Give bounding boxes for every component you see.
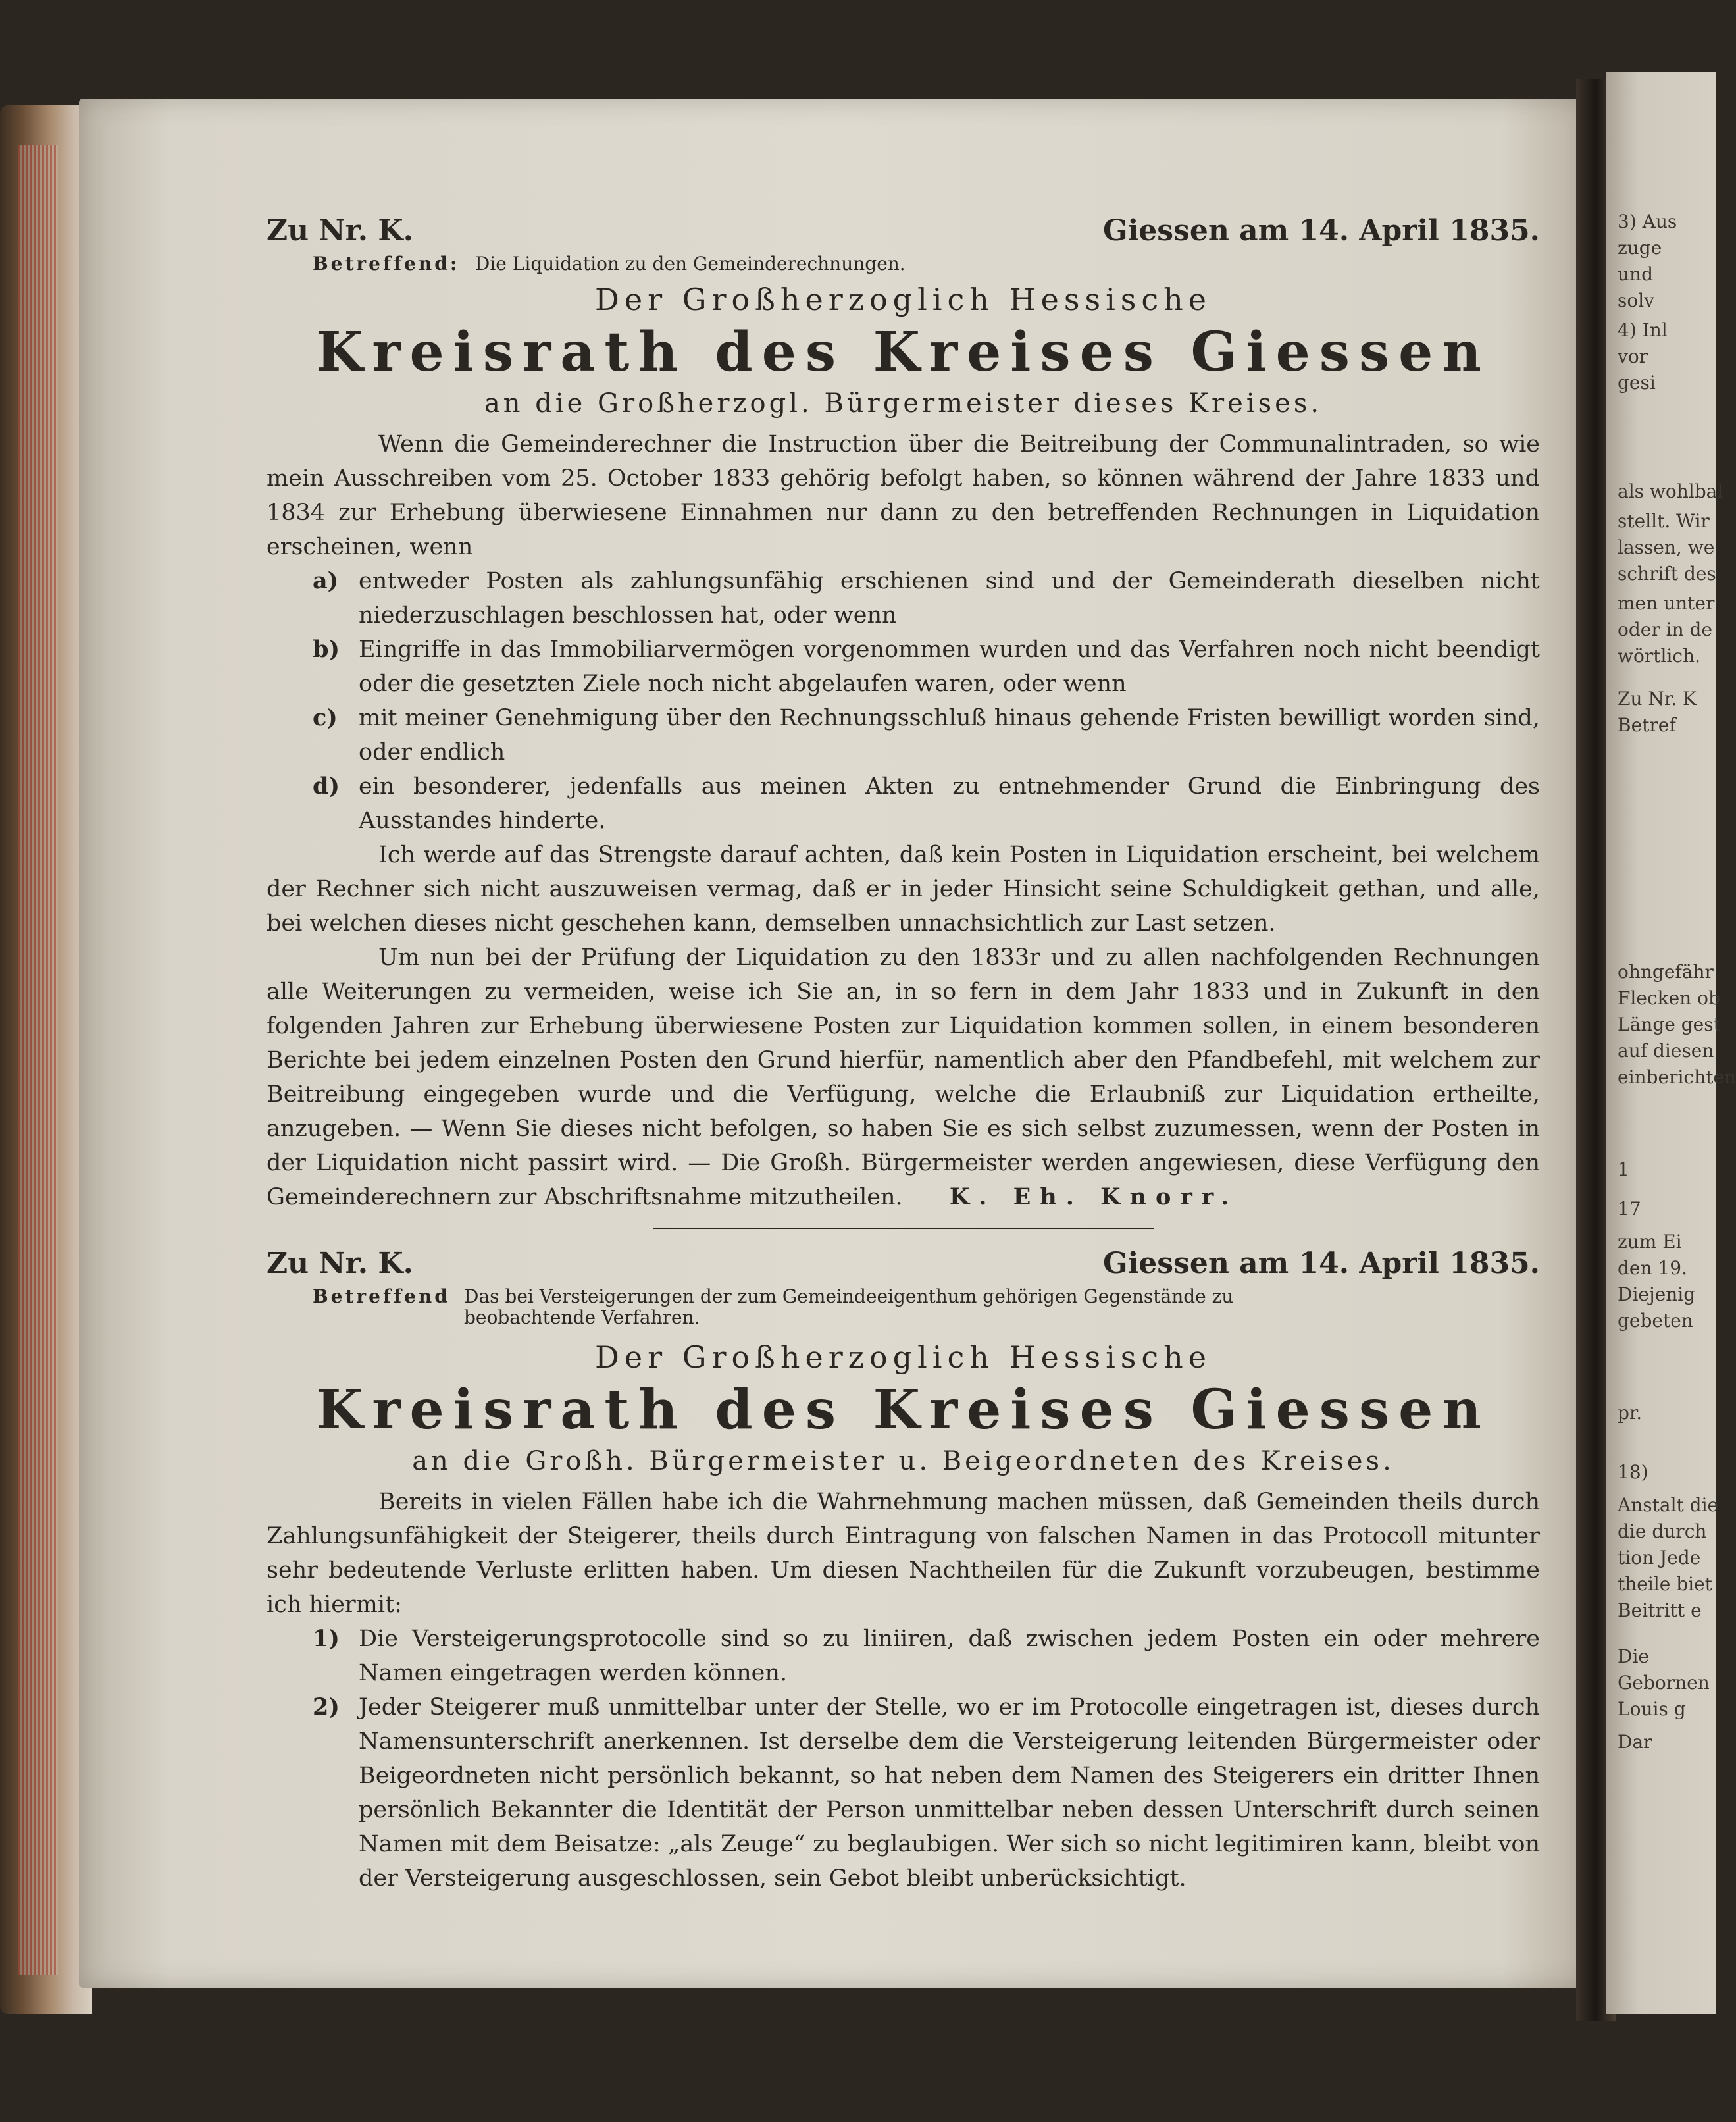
next-page-text: Louis g [1618,1698,1686,1720]
list-marker: 2) [313,1694,340,1721]
next-page-text: Dar [1618,1731,1652,1753]
next-page-text: Länge gest [1618,1014,1721,1035]
next-page-text: 4) Inl [1618,319,1668,341]
list-text: ein besonderer, jedenfalls aus meinen Akten zu entnehmender Grund die Einbringung des Ausstandes hinderte. [359,773,1540,834]
list-text: Eingriffe in das Immobiliarvermögen vorgenommen wurden und das Verfahren noch nicht beendigt oder die gesetzten Ziele noch nicht abgelaufen waren, oder wenn [359,636,1540,697]
next-page-text: Betref [1618,714,1676,736]
next-page-text: schrift des [1618,563,1716,584]
issuer-title: Der Großherzoglich Hessische [595,282,1212,317]
next-page-text: stellt. Wir [1618,510,1710,532]
issuer-title: Der Großherzoglich Hessische [595,1339,1212,1375]
next-page-text: solv [1618,290,1654,311]
next-page-text: einberichten [1618,1066,1736,1088]
next-page-text: vor [1618,346,1648,367]
next-page-text: lassen, we [1618,536,1715,558]
addressee: an die Großherzogl. Bürgermeister dieses Kreises. [484,388,1323,419]
next-page-text: die durch [1618,1520,1707,1542]
subject-label: Betreffend [313,1285,450,1307]
section-header [267,1247,1540,1283]
list-text: entweder Posten als zahlungsunfähig erschienen sind und der Gemeinderath dieselben nicht niederzuschlagen beschlossen hat, oder wenn [359,568,1540,629]
issuer-name: Kreisrath des Kreises Giessen [316,321,1491,384]
subject-line [313,251,1540,280]
next-page-text: zuge [1618,237,1662,259]
next-page-text: und [1618,263,1653,285]
list-text: Die Versteigerungsprotocolle sind so zu liniiren, daß zwischen jedem Posten ein oder mehrere Namen eingetragen werden können. [359,1626,1540,1686]
next-page-text: Flecken ob [1618,987,1720,1009]
list-text: mit meiner Genehmigung über den Rechnungsschluß hinaus gehende Fristen bewilligt worden sind, oder endlich [359,705,1540,765]
list-marker: c) [313,704,338,731]
list-marker: 1) [313,1625,340,1652]
next-page-text: Beitritt e [1618,1599,1702,1621]
section-divider [653,1228,1154,1229]
body-paragraph: Ich werde auf das Strengste darauf achten, daß kein Posten in Liquidation erscheint, bei welchem der Rechner sich nicht auszuweisen vermag, daß er in jeder Hinsicht seine Schuldigkeit gethan, und alle, bei welchen dieses nicht geschehen kann, demselben unnachsichtlich zur Last setzen. [267,842,1540,937]
next-page-text: 18) [1618,1461,1648,1483]
next-page-text: ohngefähr [1618,961,1714,983]
body-text: Um nun bei der Prüfung der Liquidation zu den 1833r und zu allen nachfolgenden Rechnungen alle Weiterungen zu vermeiden, weise ich Sie an, in so fern in dem Jahr 1833 und in Zukunft in den folgenden Jahren zur Erhebung überwiesene Posten zur Liquidation kommen sollen, in einem besonderen Berichte bei jedem einzelnen Posten den Grund hierfür, namentlich aber den Pfandbefehl, mit welchem zur Beitreibung eingegeben wurde und die Verfügung, welche die Erlaubniß zur Liquidation ertheilte, anzugeben. — Wenn Sie dieses nicht befolgen, so haben Sie es sich selbst zuzumessen, wenn der Posten in der Liquidation nicht passirt wird. — Die Großh. Bürgermeister werden angewiesen, diese Verfügung den Gemeinderechnern zur Abschriftsnahme mitzutheilen. [267,945,1540,1210]
page-edge [0,105,92,2014]
subject-line [313,1286,1540,1337]
intro-paragraph: Wenn die Gemeinderechner die Instruction über die Beitreibung der Communalintraden, so wie mein Ausschreiben vom 25. October 1833 gehörig befolgt haben, so können während der Jahre 1833 und 1834 zur Erhebung überwiesene Einnahmen nur dann zu den betreffenden Rechnungen in Liquidation erscheinen, wenn [267,431,1540,560]
intro-paragraph: Bereits in vielen Fällen habe ich die Wahrnehmung machen müssen, daß Gemeinden theils durch Zahlungsunfähigkeit der Steigerer, theils durch Eintragung von falschen Namen in das Protocoll mitunter sehr bedeutende Verluste erlitten haben. Um diesen Nachtheilen für die Zukunft vorzubeugen, bestimme ich hiermit: [267,1489,1540,1618]
next-page-text: Diejenig [1618,1283,1696,1305]
list-item [267,633,1540,701]
next-page-text: als wohlbal [1618,480,1723,502]
reference-number: Zu Nr. K. [267,214,413,247]
next-page-text: Anstalt die [1618,1494,1719,1516]
list-marker: b) [313,636,340,663]
place-date: Giessen am 14. April 1835. [1103,1247,1540,1280]
next-page-text: gesi [1618,372,1656,394]
list-item [267,701,1540,769]
next-page-text: 17 [1618,1198,1641,1220]
section-header [267,214,1540,251]
section-auctions [267,1247,1540,1896]
list-item [267,1622,1540,1690]
next-page-text: auf diesen [1618,1040,1714,1062]
next-page-text: den 19. [1618,1257,1687,1279]
subject-label: Betreffend: [313,253,460,274]
next-page-text: gebeten [1618,1310,1693,1332]
place-date: Giessen am 14. April 1835. [1103,214,1540,247]
document-content [267,214,1540,1896]
next-page-text: Zu Nr. K [1618,688,1697,710]
addressee: an die Großh. Bürgermeister u. Beigeordneten des Kreises. [412,1446,1394,1476]
next-page-text: pr. [1618,1402,1643,1424]
list-marker: d) [313,773,340,800]
next-page-text: oder in de [1618,619,1713,640]
next-page-text: 1 [1618,1158,1629,1180]
next-page-text: theile biet [1618,1573,1712,1595]
issuer-name: Kreisrath des Kreises Giessen [316,1378,1491,1441]
section-liquidation [267,214,1540,1214]
list-marker: a) [313,567,339,594]
next-page-text: Die [1618,1645,1649,1667]
list-item [267,769,1540,838]
subject-text: Das bei Versteigerungen der zum Gemeindeeigenthum gehörigen Gegenstände zu beobachtende Verfahren. [464,1285,1234,1328]
next-page-text: zum Ei [1618,1231,1682,1253]
subject-text: Die Liquidation zu den Gemeinderechnungen. [474,253,906,274]
signature: K. Eh. Knorr. [949,1183,1238,1210]
list-item [267,1690,1540,1896]
next-page-text: Gebornen [1618,1672,1710,1694]
next-page-text: wörtlich. [1618,645,1700,667]
reference-number: Zu Nr. K. [267,1247,413,1280]
next-page-text: tion Jede [1618,1547,1701,1568]
body-paragraph [267,941,1540,1214]
next-page-text: men unter [1618,592,1715,614]
list-text: Jeder Steigerer muß unmittelbar unter der Stelle, wo er im Protocolle eingetragen ist, dieses durch Namensunterschrift anerkennen. Ist derselbe dem die Versteigerung leitenden Bürgermeister oder Beigeordneten nicht persönlich bekannt, so hat neben dem Namen des Steigerers ein dritter Ihnen persönlich Bekannter die Identität der Person unmittelbar neben dessen Unterschrift durch seinen Namen mit dem Beisatze: „als Zeuge“ zu beglaubigen. Wer sich so nicht legitimiren kann, bleibt von der Versteigerung ausgeschlossen, sein Gebot bleibt unberücksichtigt. [359,1694,1540,1892]
next-page-text: 3) Aus [1618,211,1677,232]
list-item [267,564,1540,633]
next-page-fragment [1606,72,1736,2014]
